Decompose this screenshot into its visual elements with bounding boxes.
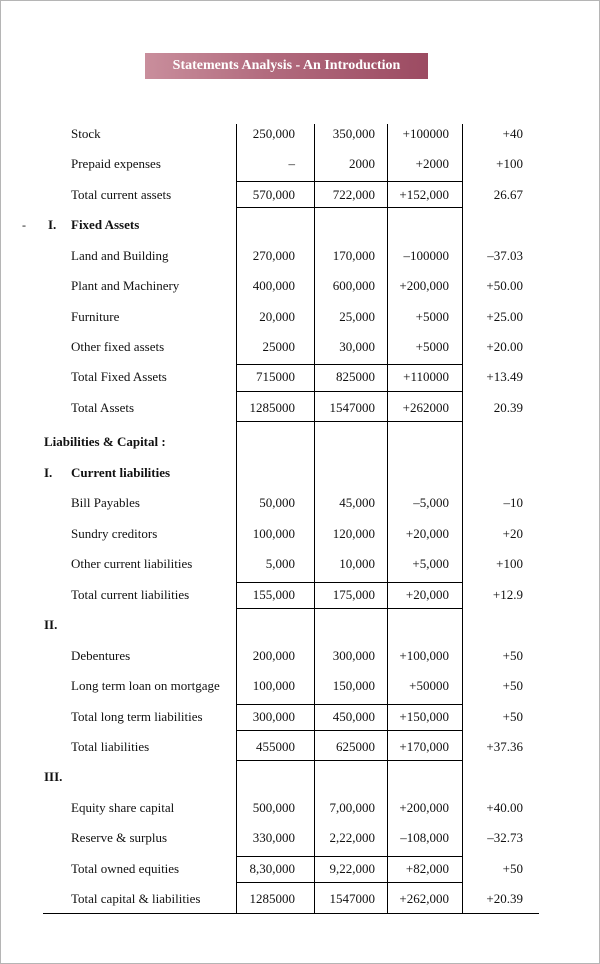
row-label: Plant and Machinery	[71, 278, 180, 293]
value-2009: 9,22,000	[329, 861, 375, 876]
column-divider	[387, 124, 388, 914]
percent-change: +40.00	[486, 800, 523, 815]
row-rule	[236, 608, 462, 609]
row-rule	[236, 856, 462, 857]
percent-change: –37.03	[487, 248, 523, 263]
percent-change: –10	[503, 495, 523, 510]
section-number: II.	[44, 617, 58, 632]
row-label: Stock	[71, 126, 101, 141]
absolute-change: +50000	[409, 678, 449, 693]
value-2009: 7,00,000	[329, 800, 375, 815]
column-divider	[314, 124, 315, 914]
percent-change: +25.00	[486, 309, 523, 324]
percent-change: 20.39	[493, 400, 523, 415]
value-2009: 1547000	[329, 400, 375, 415]
value-2008: 25000	[262, 339, 295, 354]
margin-mark: -	[22, 218, 26, 232]
absolute-change: –100000	[403, 248, 449, 263]
value-2008: 5,000	[265, 556, 295, 571]
value-2008: 330,000	[252, 830, 295, 845]
column-divider	[236, 124, 237, 914]
percent-change: +13.49	[486, 369, 523, 384]
row-label: Long term loan on mortgage	[71, 678, 220, 693]
row-rule	[236, 882, 462, 883]
value-2009: 600,000	[332, 278, 375, 293]
row-label: Total current assets	[71, 187, 172, 202]
row-rule	[236, 181, 462, 182]
absolute-change: –5,000	[413, 495, 449, 510]
percent-change: +50	[502, 648, 523, 663]
row-label: Equity share capital	[71, 800, 175, 815]
absolute-change: +5000	[415, 339, 449, 354]
value-2009: 825000	[336, 369, 375, 384]
absolute-change: +20,000	[405, 587, 449, 602]
row-label: Total current liabilities	[71, 587, 190, 602]
value-2008: 570,000	[252, 187, 295, 202]
value-2008: –	[288, 156, 295, 171]
row-label: Total Fixed Assets	[71, 369, 167, 384]
value-2009: 25,000	[339, 309, 375, 324]
row-label: Total owned equities	[71, 861, 180, 876]
value-2009: 170,000	[332, 248, 375, 263]
row-rule	[236, 704, 462, 705]
percent-change: +20.00	[486, 339, 523, 354]
row-label: Furniture	[71, 309, 120, 324]
row-label: Total long term liabilities	[71, 709, 203, 724]
percent-change: +50.00	[486, 278, 523, 293]
percent-change: +20.39	[486, 891, 523, 906]
value-2008: 50,000	[259, 495, 295, 510]
value-2009: 150,000	[332, 678, 375, 693]
value-2008: 270,000	[252, 248, 295, 263]
value-2009: 10,000	[339, 556, 375, 571]
percent-change: +50	[502, 709, 523, 724]
value-2008: 1285000	[249, 400, 295, 415]
absolute-change: +262000	[402, 400, 449, 415]
row-rule	[236, 730, 462, 731]
value-2008: 300,000	[252, 709, 295, 724]
absolute-change: +170,000	[399, 739, 449, 754]
row-label: Land and Building	[71, 248, 169, 263]
percent-change: –32.73	[487, 830, 523, 845]
row-label: Sundry creditors	[71, 526, 158, 541]
section-heading: Fixed Assets	[71, 217, 140, 232]
row-label: Prepaid expenses	[71, 156, 161, 171]
row-label: Other current liabilities	[71, 556, 193, 571]
row-label: Other fixed assets	[71, 339, 165, 354]
value-2008: 100,000	[252, 678, 295, 693]
section-number: III.	[44, 769, 63, 784]
value-2008: 155,000	[252, 587, 295, 602]
percent-change: +20	[502, 526, 523, 541]
value-2009: 350,000	[332, 126, 375, 141]
percent-change: 26.67	[493, 187, 523, 202]
section-heading: Current liabilities	[71, 465, 171, 480]
row-label: Total liabilities	[71, 739, 150, 754]
absolute-change: +200,000	[399, 800, 449, 815]
absolute-change: +100,000	[399, 648, 449, 663]
value-2008: 250,000	[252, 126, 295, 141]
page-title: Statements Analysis - An Introduction	[145, 53, 428, 79]
value-2009: 2000	[349, 156, 375, 171]
value-2008: 500,000	[252, 800, 295, 815]
absolute-change: +150,000	[399, 709, 449, 724]
percent-change: +12.9	[492, 587, 523, 602]
value-2009: 175,000	[332, 587, 375, 602]
value-2008: 400,000	[252, 278, 295, 293]
absolute-change: +2000	[415, 156, 449, 171]
section-number: I.	[48, 217, 57, 232]
absolute-change: +5000	[415, 309, 449, 324]
row-label: Reserve & surplus	[71, 830, 168, 845]
absolute-change: +100000	[402, 126, 449, 141]
percent-change: +40	[502, 126, 523, 141]
percent-change: +50	[502, 861, 523, 876]
absolute-change: –108,000	[400, 830, 449, 845]
row-rule	[236, 207, 462, 208]
row-label: Debentures	[71, 648, 131, 663]
value-2008: 200,000	[252, 648, 295, 663]
absolute-change: +20,000	[405, 526, 449, 541]
value-2008: 8,30,000	[249, 861, 295, 876]
absolute-change: +82,000	[405, 861, 449, 876]
value-2008: 100,000	[252, 526, 295, 541]
value-2009: 120,000	[332, 526, 375, 541]
absolute-change: +152,000	[399, 187, 449, 202]
value-2008: 20,000	[259, 309, 295, 324]
row-label: Total capital & liabilities	[71, 891, 201, 906]
value-2009: 450,000	[332, 709, 375, 724]
value-2009: 625000	[336, 739, 375, 754]
absolute-change: +110000	[403, 369, 449, 384]
value-2008: 715000	[256, 369, 295, 384]
row-label: Bill Payables	[71, 495, 140, 510]
value-2009: 300,000	[332, 648, 375, 663]
absolute-change: +262,000	[399, 891, 449, 906]
row-rule	[236, 421, 462, 422]
value-2009: 2,22,000	[329, 830, 375, 845]
value-2009: 1547000	[329, 891, 375, 906]
row-rule	[236, 582, 462, 583]
section-heading: Liabilities & Capital :	[44, 434, 166, 449]
column-divider	[462, 124, 463, 914]
table-bottom-rule	[43, 913, 539, 914]
percent-change: +37.36	[486, 739, 523, 754]
value-2009: 30,000	[339, 339, 375, 354]
percent-change: +100	[496, 556, 523, 571]
row-rule	[236, 760, 462, 761]
section-number: I.	[44, 465, 53, 480]
absolute-change: +200,000	[399, 278, 449, 293]
row-rule	[236, 391, 462, 392]
row-rule	[236, 364, 462, 365]
percent-change: +50	[502, 678, 523, 693]
value-2008: 1285000	[249, 891, 295, 906]
value-2009: 45,000	[339, 495, 375, 510]
value-2009: 722,000	[332, 187, 375, 202]
absolute-change: +5,000	[412, 556, 449, 571]
value-2008: 455000	[256, 739, 295, 754]
percent-change: +100	[496, 156, 523, 171]
row-label: Total Assets	[71, 400, 135, 415]
